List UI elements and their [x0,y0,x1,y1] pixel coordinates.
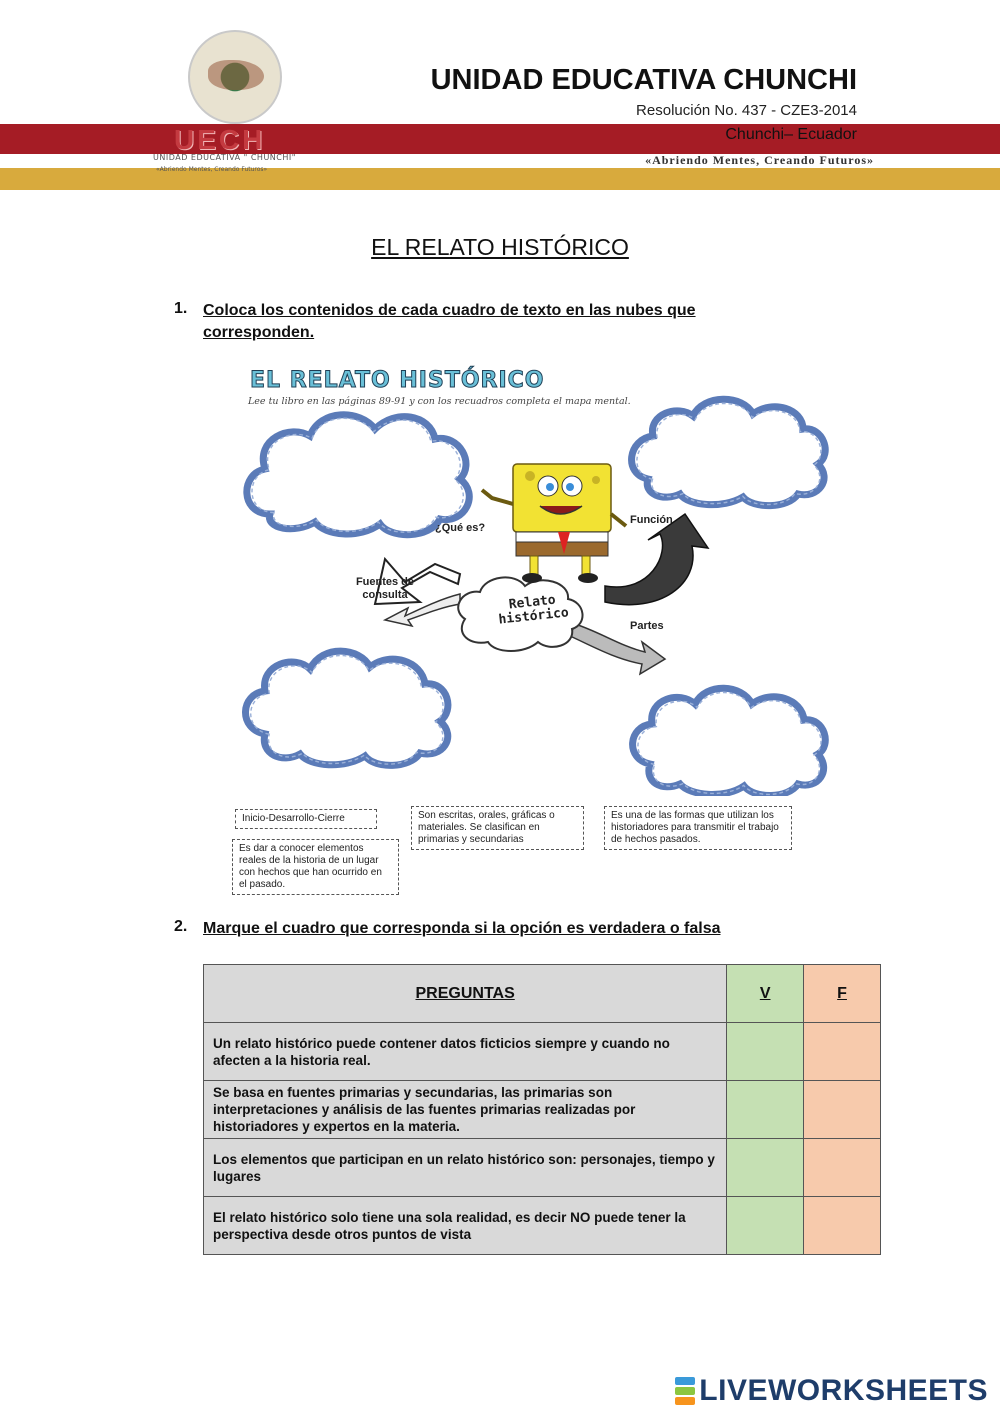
arrow-funcion-icon [605,514,708,605]
school-name: UNIDAD EDUCATIVA CHUNCHI [430,64,857,96]
header-gold-band [0,168,1000,190]
page-title: EL RELATO HISTÓRICO [371,234,629,260]
header-falso: F [804,965,881,1023]
table-header-row [204,965,881,1023]
text-box-fuentes[interactable]: Son escritas, orales, gráficas o materiales. Se clasifican en primarias y secundarias [411,806,584,850]
true-answer-box[interactable] [727,1139,804,1197]
table-row [204,1081,881,1139]
text-box-partes[interactable]: Inicio-Desarrollo-Cierre [235,809,377,829]
school-location: Chunchi– Ecuador [725,126,857,143]
label-que-es: ¿Qué es? [435,522,486,534]
uech-logo-text: UECH [174,124,266,155]
uech-logo-motto: «Abriendo Mentes, Creando Futuros» [156,166,268,173]
school-seal-logo [188,30,282,124]
table-row [204,1197,881,1255]
mind-map-graphic [230,364,830,796]
true-answer-box[interactable] [727,1197,804,1255]
uech-logo-subtitle: UNIDAD EDUCATIVA " CHUNCHI" [153,153,296,162]
question-1-number: 1. [174,300,188,317]
liveworksheets-icon [675,1377,695,1405]
false-answer-box[interactable] [804,1081,881,1139]
false-answer-box[interactable] [804,1139,881,1197]
true-answer-box[interactable] [727,1023,804,1081]
header-preguntas: PREGUNTAS [204,965,727,1023]
question-1-text: Coloca los contenidos de cada cuadro de texto en las nubes que corresponden. [203,302,696,341]
question-2-number: 2. [174,918,188,935]
label-funcion: Función [630,514,673,526]
liveworksheets-brand: LIVEWORKSHEETS [699,1374,988,1407]
false-answer-box[interactable] [804,1023,881,1081]
cloud-que-es[interactable] [247,415,469,535]
question-cell: Se basa en fuentes primarias y secundarias, las primarias son interpretaciones y análisis de las fuentes primarias realizadas por historiadores y expertos en la materia. [204,1081,727,1139]
table-row [204,1023,881,1081]
cloud-partes[interactable] [633,688,826,795]
cloud-funcion[interactable] [632,399,826,505]
mind-map [230,364,830,796]
header-verdadero: V [727,965,804,1023]
liveworksheets-logo [675,1374,988,1408]
question-cell: El relato histórico solo tiene una sola realidad, es decir NO puede tener la perspectiva desde otros puntos de vista [204,1197,727,1255]
true-false-table [203,964,881,1255]
label-fuentes-de-consulta: Fuentes de consulta [355,576,415,601]
text-box-funcion[interactable]: Es una de las formas que utilizan los historiadores para transmitir el trabajo de hechos pasados. [604,806,792,850]
mind-map-center-label: Relato histórico [497,592,570,628]
question-2-text: Marque el cuadro que corresponda si la opción es verdadera o falsa [203,920,721,937]
question-cell: Un relato histórico puede contener datos ficticios siempre y cuando no afecten a la historia real. [204,1023,727,1081]
true-answer-box[interactable] [727,1081,804,1139]
table-row [204,1139,881,1197]
cloud-fuentes[interactable] [245,651,447,765]
mind-map-subtitle: Lee tu libro en las páginas 89-91 y con los recuadros completa el mapa mental. [248,396,631,407]
character-illustration [482,464,626,583]
text-box-que-es[interactable]: Es dar a conocer elementos reales de la historia de un lugar con hechos que han ocurrido en el pasado. [232,839,399,895]
school-motto: «Abriendo Mentes, Creando Futuros» [645,153,874,167]
false-answer-box[interactable] [804,1197,881,1255]
mind-map-title: EL RELATO HISTÓRICO [250,368,545,393]
label-partes: Partes [630,620,664,632]
question-cell: Los elementos que participan en un relato histórico son: personajes, tiempo y lugares [204,1139,727,1197]
resolution-number: Resolución No. 437 - CZE3-2014 [636,102,857,119]
